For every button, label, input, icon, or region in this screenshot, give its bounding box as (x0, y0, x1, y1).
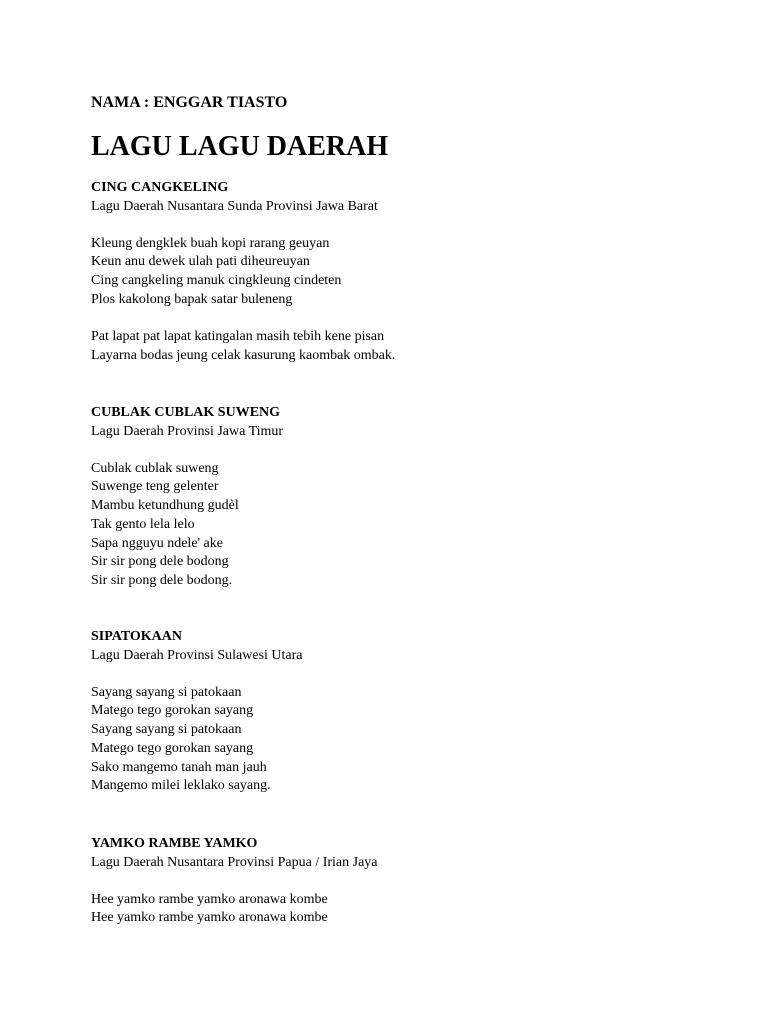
song-title: SIPATOKAAN (91, 629, 183, 644)
document-title: LAGU LAGU DAERAH (91, 131, 389, 162)
lyric-line: Mangemo milei leklako sayang. (91, 778, 271, 794)
song-origin: Lagu Daerah Provinsi Jawa Timur (91, 423, 284, 439)
lyric-line: Sir sir pong dele bodong (91, 554, 229, 570)
song-section (91, 404, 731, 591)
lyric-line: Kleung dengklek buah kopi rarang geuyan (91, 235, 330, 251)
lyric-line: Keun anu dewek ulah pati diheureuyan (91, 254, 310, 270)
lyric-line: Matego tego gorokan sayang (91, 740, 254, 756)
song-section (91, 835, 731, 928)
lyric-line: Sir sir pong dele bodong. (91, 573, 233, 589)
lyric-line: Cublak cublak suweng (91, 460, 219, 476)
lyric-line: Suwenge teng gelenter (91, 479, 219, 495)
lyric-line: Cing cangkeling manuk cingkleung cindeten (91, 273, 342, 289)
lyric-line: Hee yamko rambe yamko aronawa kombe (91, 891, 328, 907)
lyric-line: Mambu ketundhung gudèl (91, 498, 239, 514)
lyric-line: Sayang sayang si patokaan (91, 722, 242, 738)
song-section (91, 628, 731, 796)
lyric-line: Matego tego gorokan sayang (91, 703, 254, 719)
song-title: YAMKO RAMBE YAMKO (91, 836, 258, 851)
song-title: CUBLAK CUBLAK SUWENG (91, 405, 281, 420)
lyric-line: Sapa ngguyu ndele' ake (91, 535, 223, 551)
lyric-line: Tak gento lela lelo (91, 516, 195, 532)
lyric-line: Pat lapat pat lapat katingalan masih tebih kene pisan (91, 329, 385, 345)
song-stanza (91, 328, 731, 366)
lyric-line: Sako mangemo tanah man jauh (91, 759, 267, 775)
song-stanza (91, 684, 731, 797)
song-stanza (91, 891, 731, 929)
song-stanza (91, 235, 731, 310)
song-section (91, 179, 731, 366)
lyric-line: Layarna bodas jeung celak kasurung kaombak ombak. (91, 347, 396, 363)
song-origin: Lagu Daerah Provinsi Sulawesi Utara (91, 647, 303, 663)
song-title: CING CANGKELING (91, 180, 229, 195)
lyric-line: Hee yamko rambe yamko aronawa kombe (91, 910, 328, 926)
lyric-line: Sayang sayang si patokaan (91, 684, 242, 700)
song-origin: Lagu Daerah Nusantara Provinsi Papua / Irian Jaya (91, 854, 378, 870)
lyric-line: Plos kakolong bapak satar buleneng (91, 291, 293, 307)
song-origin: Lagu Daerah Nusantara Sunda Provinsi Jawa Barat (91, 198, 378, 214)
song-stanza (91, 460, 731, 592)
author-name: NAMA : ENGGAR TIASTO (91, 94, 288, 111)
